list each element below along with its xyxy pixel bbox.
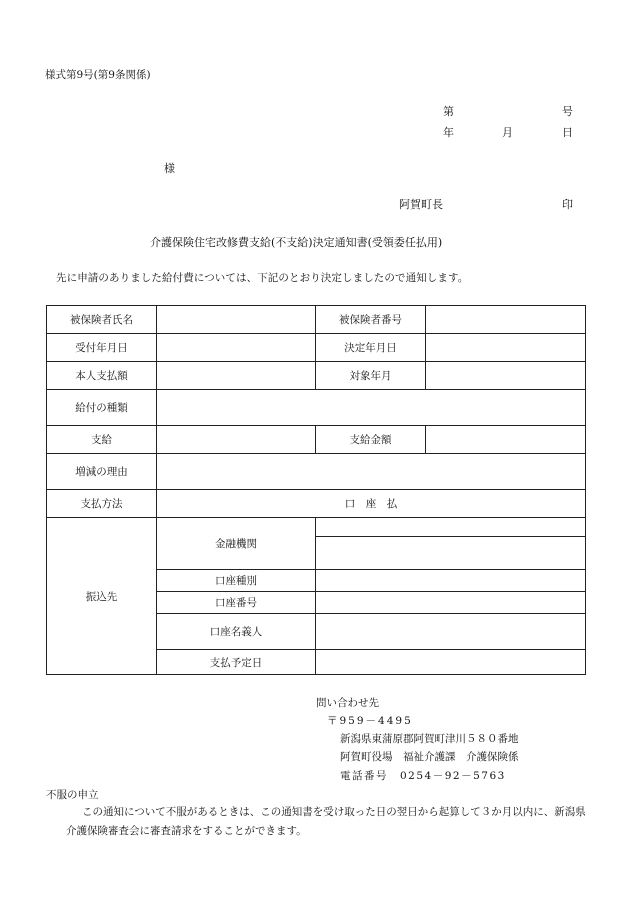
issuer-name: 阿賀町長 xyxy=(399,198,443,211)
account-holder-label: 口座名義人 xyxy=(157,614,316,650)
transfer-to-label: 振込先 xyxy=(47,518,157,675)
payment-amount-label: 支給金額 xyxy=(316,426,426,454)
target-month-label: 対象年月 xyxy=(316,362,426,390)
decision-date-label: 決定年月日 xyxy=(316,334,426,362)
change-reason-value xyxy=(157,454,586,490)
contact-address: 新潟県東蒲原郡阿賀町津川５８０番地 xyxy=(340,733,519,745)
payment-method-label: 支払方法 xyxy=(47,490,157,518)
insured-number-label: 被保険者番号 xyxy=(316,306,426,334)
self-payment-value xyxy=(157,362,316,390)
doc-number-label: 第 xyxy=(443,105,454,118)
form-number: 様式第9号(第9条関係) xyxy=(45,69,151,81)
account-type-label: 口座種別 xyxy=(157,570,316,592)
bank-name-value xyxy=(316,518,586,537)
decision-date-value xyxy=(426,334,586,362)
contact-title: 問い合わせ先 xyxy=(316,697,379,709)
account-type-value xyxy=(316,570,586,592)
seal-mark: 印 xyxy=(562,198,573,211)
benefit-type-value xyxy=(157,390,586,426)
account-number-value xyxy=(316,592,586,614)
payment-amount-value xyxy=(426,426,586,454)
table-row xyxy=(47,490,586,518)
doc-number-suffix: 号 xyxy=(562,105,573,118)
table-row xyxy=(47,518,586,537)
date-month-label: 月 xyxy=(502,126,513,139)
receipt-date-value xyxy=(157,334,316,362)
appeal-heading: 不服の申立 xyxy=(46,789,99,801)
decision-form-table xyxy=(46,305,586,675)
bank-label: 金融機関 xyxy=(157,518,316,570)
document-title: 介護保険住宅改修費支給(不支給)決定通知書(受領委任払用) xyxy=(150,236,443,249)
payment-value xyxy=(157,426,316,454)
date-day-label: 日 xyxy=(562,126,573,139)
insured-name-value xyxy=(157,306,316,334)
self-payment-label: 本人支払額 xyxy=(47,362,157,390)
payment-label: 支給 xyxy=(47,426,157,454)
scheduled-payment-date-label: 支払予定日 xyxy=(157,650,316,675)
table-row xyxy=(47,390,586,426)
contact-phone: 電話番号 0254－92－5763 xyxy=(340,770,506,782)
contact-postal-code: 〒959－4495 xyxy=(327,715,413,727)
bank-branch-value xyxy=(316,537,586,570)
account-holder-value xyxy=(316,614,586,650)
receipt-date-label: 受付年月日 xyxy=(47,334,157,362)
intro-text: 先に申請のありました給付費については、下記のとおり決定しましたので通知します。 xyxy=(56,272,469,284)
account-number-label: 口座番号 xyxy=(157,592,316,614)
change-reason-label: 増減の理由 xyxy=(47,454,157,490)
appeal-body: この通知について不服があるときは、この通知書を受け取った日の翌日から起算して３か月以内に、新潟県介護保険審査会に審査請求をすることができます。 xyxy=(66,806,586,837)
payment-method-value: 口 座 払 xyxy=(157,490,586,518)
date-year-label: 年 xyxy=(443,126,454,139)
target-month-value xyxy=(426,362,586,390)
contact-office: 阿賀町役場 福祉介護課 介護保険係 xyxy=(340,751,519,763)
table-row xyxy=(47,306,586,334)
table-row xyxy=(47,426,586,454)
benefit-type-label: 給付の種類 xyxy=(47,390,157,426)
scheduled-payment-date-value xyxy=(316,650,586,675)
insured-name-label: 被保険者氏名 xyxy=(47,306,157,334)
insured-number-value xyxy=(426,306,586,334)
addressee-honorific: 様 xyxy=(164,162,175,175)
table-row xyxy=(47,334,586,362)
table-row xyxy=(47,454,586,490)
table-row xyxy=(47,362,586,390)
